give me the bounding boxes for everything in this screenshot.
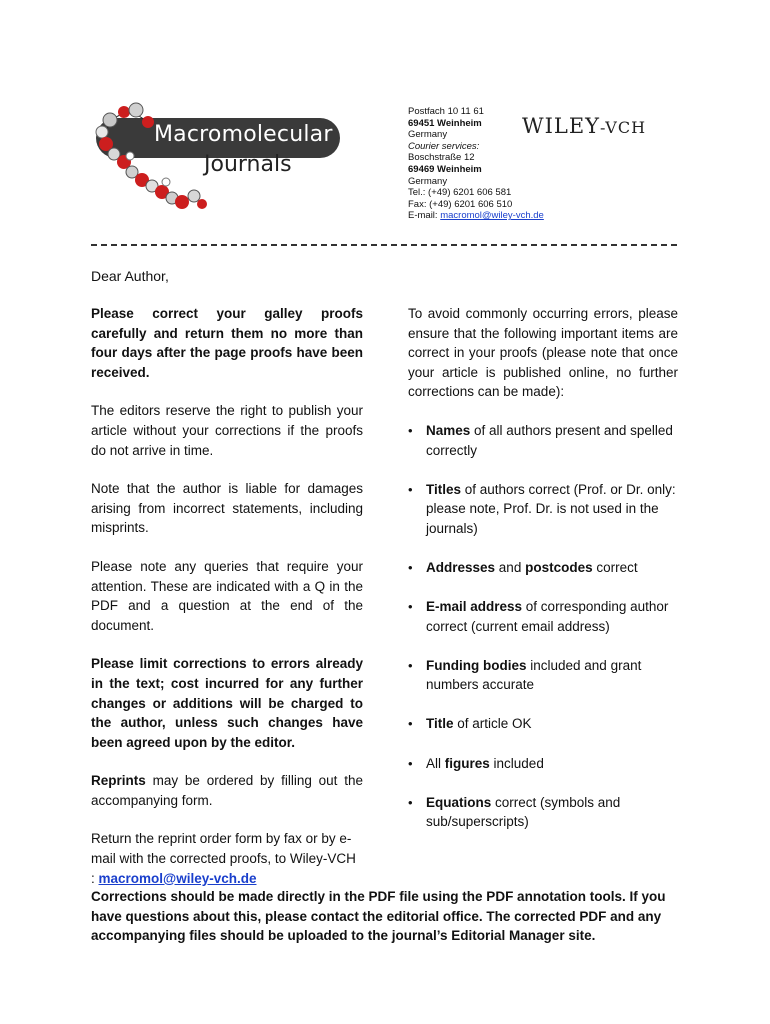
city-line-2: 69469 Weinheim (408, 163, 482, 175)
vch-suffix: -VCH (600, 118, 647, 137)
email-link[interactable]: macromol@wiley-vch.de (440, 210, 544, 222)
return-form-text: Return the reprint order form by fax or by e-mail with the corrected proofs, to Wiley-VCH : (91, 831, 356, 886)
item-keyword: Titles (426, 481, 462, 497)
logo-title: Macromolecular (154, 122, 333, 147)
item-keyword-2: postcodes (525, 559, 593, 575)
editors-right-paragraph: The editors reserve the right to publish your article without your corrections if the proofs do not arrive in time. (91, 403, 363, 458)
molecule-icon (90, 100, 210, 215)
item-text: correct (symbols and sub/superscripts) (426, 794, 621, 830)
checklist-item-addresses (408, 558, 678, 578)
logo-subtitle: Journals (204, 152, 292, 177)
item-prefix: All (426, 755, 445, 771)
right-column (408, 304, 678, 851)
postfach-line: Postfach 10 11 61 (408, 106, 484, 117)
courier-label: Courier services: (408, 140, 480, 152)
instruction-return-proofs: Please correct your galley proofs carefully and return them no more than four days after the page proofs have been received. (91, 306, 363, 380)
item-text: of corresponding author correct (current email address) (426, 599, 669, 634)
reprints-paragraph (91, 771, 363, 810)
return-form-paragraph (91, 829, 363, 888)
item-text: of authors correct (Prof. or Dr. only: please note, Prof. Dr. is not used in the journals) (426, 481, 676, 536)
telephone-line: Tel.: (+49) 6201 606 581 (408, 187, 512, 199)
street-line: Boschstraße 12 (408, 152, 475, 164)
return-email-link[interactable]: macromol@wiley-vch.de (98, 870, 257, 886)
checklist-item-titles (408, 480, 678, 539)
item-keyword: Equations (426, 794, 492, 810)
queries-paragraph: Please note any queries that require your attention. These are indicated with a Q in the PDF and a question at the end of the document. (91, 558, 363, 633)
checklist-item-email (408, 597, 678, 636)
item-keyword: Funding bodies (426, 657, 527, 673)
city-line-1: 69451 Weinheim (408, 117, 482, 129)
wiley-name: WILEY (522, 114, 601, 138)
item-text-2: correct (592, 559, 638, 575)
reprints-label: Reprints (91, 773, 146, 789)
checklist-item-equations (408, 793, 678, 832)
proof-checklist (408, 421, 678, 832)
fax-line: Fax: (+49) 6201 606 510 (408, 198, 513, 210)
item-keyword: E-mail address (426, 599, 523, 615)
item-keyword: figures (444, 755, 490, 771)
checklist-item-names (408, 421, 678, 460)
country-line-1: Germany (408, 129, 448, 141)
dashed-divider (91, 244, 677, 246)
greeting: Dear Author, (91, 268, 169, 284)
checklist-item-funding (408, 656, 678, 695)
wiley-vch-logo (522, 114, 646, 138)
item-text: included (489, 755, 544, 771)
item-text: included and grant numbers accurate (426, 657, 642, 693)
checklist-item-title (408, 714, 678, 734)
limit-corrections-paragraph: Please limit corrections to errors already in the text; cost incurred for any further changes or additions will be charged to the author, unless such changes have been agreed upon by the editor. (91, 656, 363, 750)
item-text: and (495, 559, 526, 575)
footer-instructions: Corrections should be made directly in the PDF file using the PDF annotation tools. If you have questions about this, please contact the editorial office. The corrected PDF and any accompanying files should be uploaded to the journal’s Editorial Manager site. (91, 889, 666, 944)
item-text: of all authors present and spelled correctly (426, 422, 673, 458)
item-text: of article OK (453, 716, 532, 732)
email-line (408, 210, 544, 222)
email-label: E-mail: (408, 210, 441, 222)
checklist-intro: To avoid commonly occurring errors, please ensure that the following important items are correct in your proofs (please note that once your article is published online, no further corrections can be made): (408, 306, 678, 400)
liability-paragraph: Note that the author is liable for damages arising from incorrect statements, including misprints. (91, 481, 363, 536)
macromolecular-journals-logo (90, 100, 350, 215)
item-keyword: Title (426, 716, 454, 732)
item-keyword: Addresses (426, 559, 496, 575)
item-keyword: Names (426, 422, 471, 438)
reprints-text: may be ordered by filling out the accompanying form. (91, 773, 363, 808)
checklist-item-figures (408, 754, 678, 774)
country-line-2: Germany (408, 175, 448, 187)
left-column (91, 304, 363, 907)
